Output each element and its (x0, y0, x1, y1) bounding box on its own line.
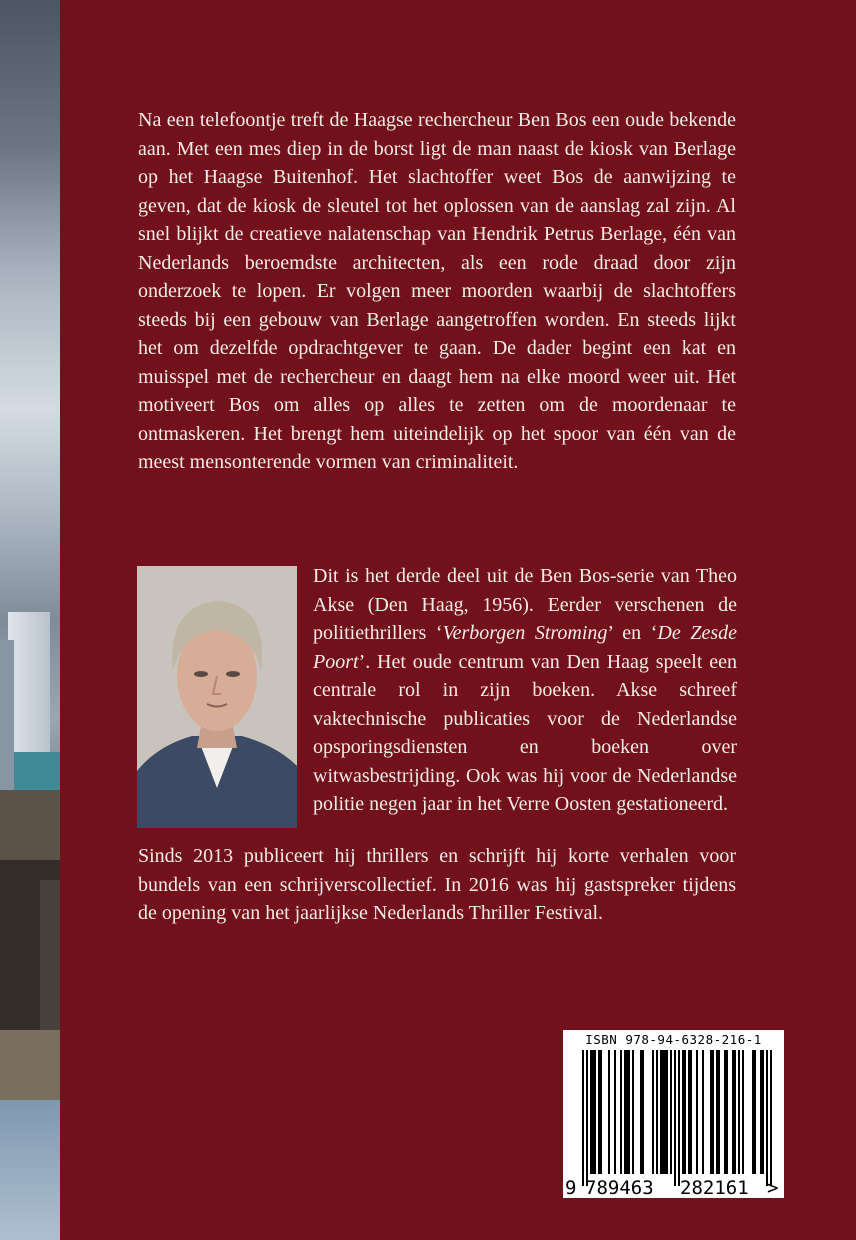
city-photo-strip (0, 0, 60, 1240)
barcode-bar (666, 1050, 668, 1174)
barcode-bar (608, 1050, 610, 1174)
barcode-bar (710, 1050, 712, 1174)
barcode-bar (684, 1050, 686, 1174)
barcode-bar (702, 1050, 704, 1174)
barcode-bar (664, 1050, 666, 1174)
barcode-bar (590, 1050, 592, 1174)
barcode-bar (734, 1050, 736, 1174)
barcode-bar (682, 1050, 684, 1174)
barcode-bar (626, 1050, 628, 1174)
barcode-bar (656, 1050, 658, 1174)
isbn-label: ISBN 978-94-6328-216-1 (585, 1032, 762, 1047)
isbn-barcode (563, 1030, 784, 1198)
barcode-bar (670, 1050, 672, 1174)
barcode-bar (662, 1050, 664, 1174)
barcode-bar (624, 1050, 626, 1174)
barcode-bar (770, 1050, 772, 1186)
barcode-bar (712, 1050, 714, 1174)
barcode-bar (738, 1050, 740, 1174)
barcode-bar (718, 1050, 720, 1174)
barcode-bar (640, 1050, 642, 1174)
barcode-bar (674, 1050, 676, 1186)
barcode-bar (742, 1050, 744, 1174)
blurb-text: Na een telefoontje treft de Haagse rechercheur Ben Bos een oude bekende aan. Met een mes diep in de borst ligt de man naast de kiosk van Berlage op het Haagse Buitenhof. Het slachtoffer weet Bos de aanwijzing te geven, dat de kiosk de sleutel tot het oplossen van de aanslag zal zijn. Al snel blijkt de creatieve nalatenschap van Hendrik Petrus Berlage, één van Nederlands beroemdste architecten, als een rode draad door zijn onderzoek te lopen. Er volgen meer moorden waarbij de slachtoffers steeds bij een gebouw van Berlage aangetroffen worden. En steeds lijkt het om dezelfde opdrachtgever te gaan. De dader begint een kat en muisspel met de rechercheur en daagt hem na elke moord weer uit. Het motiveert Bos om alles op alles te zetten om de moordenaar te ontmaskeren. Het brengt hem uiteindelijk op het spoor van één van de meest mensonterende vormen van criminaliteit. (138, 109, 736, 473)
author-bio (313, 562, 737, 819)
bio-text-part3: ’. Het oude centrum van Den Haag speelt een centrale rol in zijn boeken. Akse schreef vaktechnische publicaties voor de Nederlandse opsporingsdiensten en boeken over witwasbestrijding. Ook was hij voor de Nederlandse politie negen jaar in het Verre Oosten gestationeerd. (313, 650, 737, 815)
barcode-digits-left: 789463 (585, 1177, 654, 1199)
barcode-bar (726, 1050, 728, 1174)
barcode-bar (766, 1050, 768, 1186)
barcode-bars (571, 1050, 777, 1190)
barcode-bar (642, 1050, 644, 1174)
barcode-bar (632, 1050, 634, 1174)
barcode-bar (752, 1050, 754, 1174)
barcode-bar (696, 1050, 698, 1174)
barcode-bar (620, 1050, 622, 1174)
barcode-bar (652, 1050, 654, 1174)
barcode-bar (628, 1050, 630, 1174)
book-title-de-zesde-poort: De Zesde Poort (313, 622, 737, 673)
barcode-bar (754, 1050, 756, 1174)
barcode-bar (716, 1050, 718, 1174)
barcode-bar (614, 1050, 616, 1174)
barcode-bar (600, 1050, 602, 1174)
barcode-bar (760, 1050, 762, 1174)
bio-text-part1: Dit is het derde deel uit de Ben Bos-serie van Theo Akse (Den Haag, 1956). Eerder verschenen de politiethrillers ‘ (313, 565, 737, 644)
barcode-digit-lead: 9 (565, 1177, 577, 1199)
barcode-bar (678, 1050, 680, 1186)
barcode-quiet-zone-marker: > (767, 1177, 779, 1199)
barcode-bar (660, 1050, 662, 1174)
book-title-verborgen-stroming: Verborgen Stroming (442, 622, 608, 644)
barcode-bar (688, 1050, 690, 1174)
author-bio-continued: Sinds 2013 publiceert hij thrillers en schrijft hij korte verhalen voor bundels van een schrijverscollectief. In 2016 was hij gastspreker tijdens de opening van het jaarlijkse Nederlands Thriller Festival. (138, 845, 736, 924)
barcode-bar (724, 1050, 726, 1174)
author-photo (137, 566, 297, 828)
barcode-bar (582, 1050, 584, 1186)
barcode-bar (594, 1050, 596, 1174)
barcode-bar (762, 1050, 764, 1174)
barcode-bar (732, 1050, 734, 1174)
barcode-bar (586, 1050, 588, 1186)
bio-text-part2: ’ en ‘ (607, 622, 658, 644)
barcode-digits-right: 282161 (680, 1177, 749, 1199)
barcode-bar (690, 1050, 692, 1174)
barcode-bar (598, 1050, 600, 1174)
barcode-bar (592, 1050, 594, 1174)
